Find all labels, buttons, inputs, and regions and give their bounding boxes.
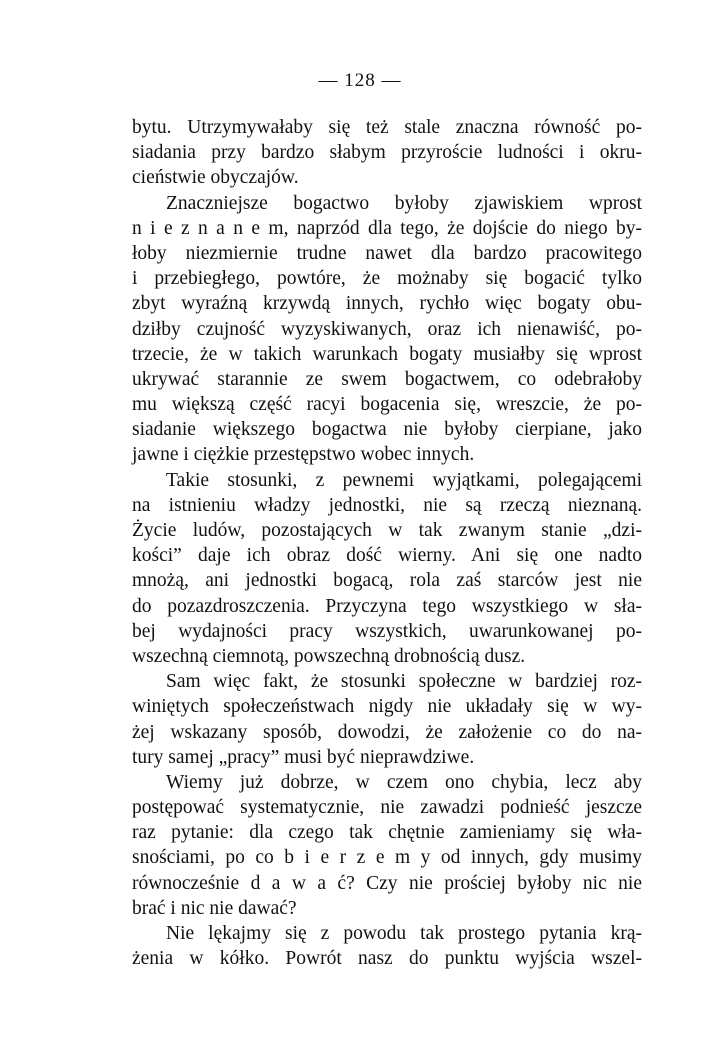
text-line: Życie ludów, pozostających w tak zwanym stanie „dzi- [132, 520, 642, 541]
text-line: cieństwie obyczajów. [132, 167, 299, 189]
text-line: siadanie większego bogactwa nie byłoby cierpiane, jako [132, 419, 642, 441]
text-line: mnożą, ani jednostki bogacą, rola zaś starców jest nie [132, 570, 642, 592]
text-line: żenia w kółko. Powrót nasz do punktu wyjścia wszel- [132, 948, 642, 970]
text-line: tury samej „pracy” musi być nieprawdziwe. [132, 746, 475, 768]
text-line: raz pytanie: dla czego tak chętnie zamieniamy się wła- [132, 822, 642, 844]
text-line: Takie stosunki, z pewnemi wyjątkami, polegającemi [166, 469, 642, 491]
text-line: wszechną ciemnotą, powszechną drobnością dusz. [132, 645, 526, 667]
text-line: jawne i ciężkie przestępstwo wobec innych. [132, 444, 475, 466]
text-line: żej wskazany sposób, dowodzi, że założenie co do na- [132, 721, 642, 743]
text-line: i przebiegłego, powtóre, że możnaby się bogacić tylko [132, 268, 642, 290]
text-line: postępować systematycznie, nie zawadzi podnieść jeszcze [132, 797, 642, 819]
text-line: kości” daje ich obraz dość wierny. Ani się one nadto [132, 545, 642, 567]
text-line: na istnieniu władzy jednostki, nie są rzeczą nieznaną. [132, 494, 642, 516]
text-line: winiętych społeczeństwach nigdy nie układały się w wy- [132, 696, 642, 718]
text-line: mu większą część racyi bogacenia się, wreszcie, że po- [132, 394, 642, 416]
text-line: Znaczniejsze bogactwo byłoby zjawiskiem wprost [166, 192, 642, 214]
text-line: siadania przy bardzo słabym przyroście ludności i okru- [132, 142, 642, 164]
text-line: zbyt wyraźną krzywdą innych, rychło więc bogaty obu- [132, 293, 642, 315]
text-line: Nie lękajmy się z powodu tak prostego pytania krą- [166, 923, 642, 944]
text-line: bej wydajności pracy wszystkich, uwarunkowanej po- [132, 620, 642, 642]
text-line: równocześnie d a w a ć? Czy nie prościej byłoby nic nie [132, 872, 642, 894]
text-line: snościami, po co b i e r z e m y od innych, gdy musimy [132, 847, 642, 869]
text-line: Sam więc fakt, że stosunki społeczne w bardziej roz- [166, 671, 642, 693]
text-line: ukrywać starannie ze swem bogactwem, co odebrałoby [132, 368, 642, 390]
body-text [132, 115, 642, 971]
page-number: — 128 — [318, 70, 402, 91]
text-line: dziłby czujność wyzyskiwanych, oraz ich nienawiść, po- [132, 318, 642, 340]
text-line: n i e z n a n e m, naprzód dla tego, że dojście do niego by- [132, 217, 642, 239]
text-line: trzecie, że w takich warunkach bogaty musiałby się wprost [132, 343, 642, 365]
text-line: brać i nic nie dawać? [132, 897, 297, 919]
text-line: bytu. Utrzymywałaby się też stale znaczna równość po- [132, 117, 642, 138]
text-line: do pozazdroszczenia. Przyczyna tego wszystkiego w sła- [132, 595, 642, 617]
text-line: łoby niezmiernie trudne nawet dla bardzo pracowitego [132, 242, 642, 264]
text-line: Wiemy już dobrze, w czem ono chybia, lecz aby [166, 771, 642, 793]
